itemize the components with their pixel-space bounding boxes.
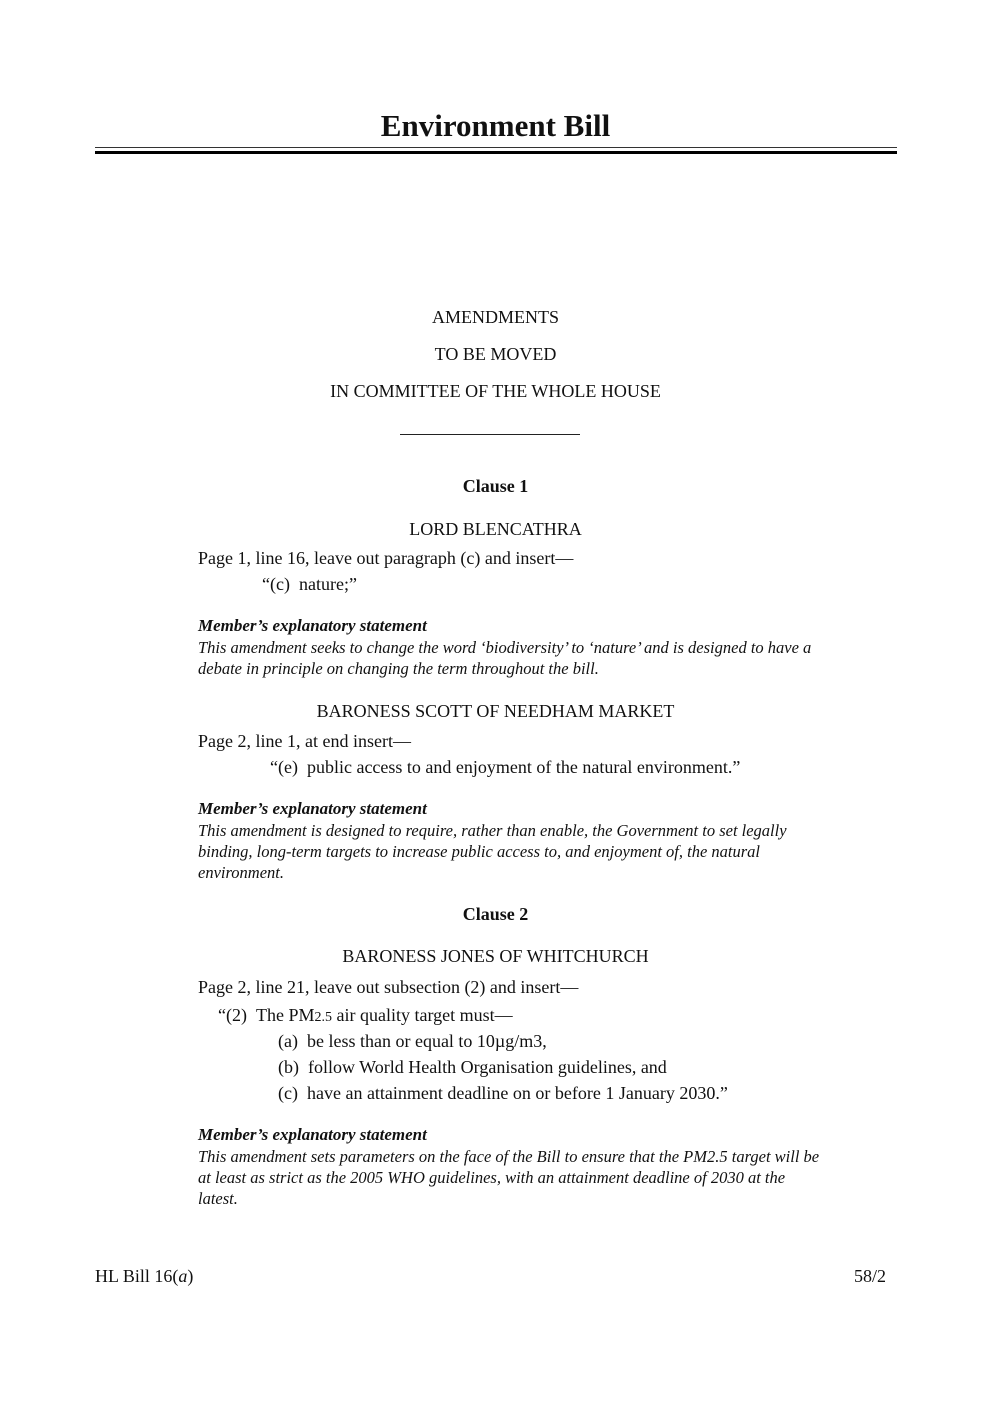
- divider: [400, 434, 580, 435]
- statement-text: debate in principle on changing the term throughout the bill.: [198, 659, 599, 678]
- subsection-suffix: air quality target must—: [331, 1005, 513, 1025]
- title-rule-thick: [95, 151, 897, 154]
- subsection-prefix: “(2) The PM: [218, 1005, 315, 1025]
- bill-reference: [95, 1265, 193, 1287]
- statement-text: This amendment seeks to change the word ‘biodiversity’ to ‘nature’ and is designed to have a: [198, 638, 812, 657]
- document-title: Environment Bill: [380, 108, 611, 143]
- statement-label: Member’s explanatory statement: [198, 1125, 427, 1144]
- amendment-insert: “(c) nature;”: [262, 574, 357, 594]
- subsection-small: 2.5: [314, 1010, 332, 1025]
- bill-ref-prefix: HL Bill 16(: [95, 1266, 179, 1286]
- clause-heading: Clause 2: [462, 904, 529, 924]
- statement-label: Member’s explanatory statement: [198, 799, 427, 818]
- title-rule-thin: [95, 147, 897, 148]
- clause-heading: Clause 1: [462, 476, 529, 496]
- statement-text: latest.: [198, 1189, 238, 1208]
- heading-line: TO BE MOVED: [434, 344, 557, 364]
- statement-text: environment.: [198, 863, 284, 882]
- amendment-item: (a) be less than or equal to 10µg/m3,: [278, 1031, 547, 1051]
- page-number: 58/2: [853, 1266, 886, 1286]
- statement-label: Member’s explanatory statement: [198, 616, 427, 635]
- amendment-item: (b) follow World Health Organisation guidelines, and: [278, 1057, 667, 1077]
- bill-ref-suffix: ): [187, 1266, 194, 1286]
- statement-text: This amendment sets parameters on the face of the Bill to ensure that the PM2.5 target will be: [198, 1147, 820, 1166]
- amendment-subsection: [218, 1004, 513, 1029]
- amendment-instruction: Page 1, line 16, leave out paragraph (c) and insert—: [198, 548, 574, 568]
- amendment-instruction: Page 2, line 21, leave out subsection (2) and insert—: [198, 977, 579, 997]
- amendment-instruction: Page 2, line 1, at end insert—: [198, 731, 411, 751]
- amendment-insert: “(e) public access to and enjoyment of the natural environment.”: [270, 757, 741, 777]
- member-name: BARONESS JONES OF WHITCHURCH: [342, 946, 649, 966]
- member-name: BARONESS SCOTT OF NEEDHAM MARKET: [316, 701, 675, 721]
- statement-text: binding, long-term targets to increase public access to, and enjoyment of, the natural: [198, 842, 760, 861]
- statement-text: This amendment is designed to require, rather than enable, the Government to set legally: [198, 821, 787, 840]
- statement-text: at least as strict as the 2005 WHO guidelines, with an attainment deadline of 2030 at the: [198, 1168, 786, 1187]
- bill-ref-letter: a: [178, 1266, 188, 1286]
- heading-line: IN COMMITTEE OF THE WHOLE HOUSE: [330, 381, 661, 401]
- member-name: LORD BLENCATHRA: [409, 519, 582, 539]
- heading-line: AMENDMENTS: [431, 307, 559, 327]
- amendment-item: (c) have an attainment deadline on or before 1 January 2030.”: [278, 1083, 728, 1103]
